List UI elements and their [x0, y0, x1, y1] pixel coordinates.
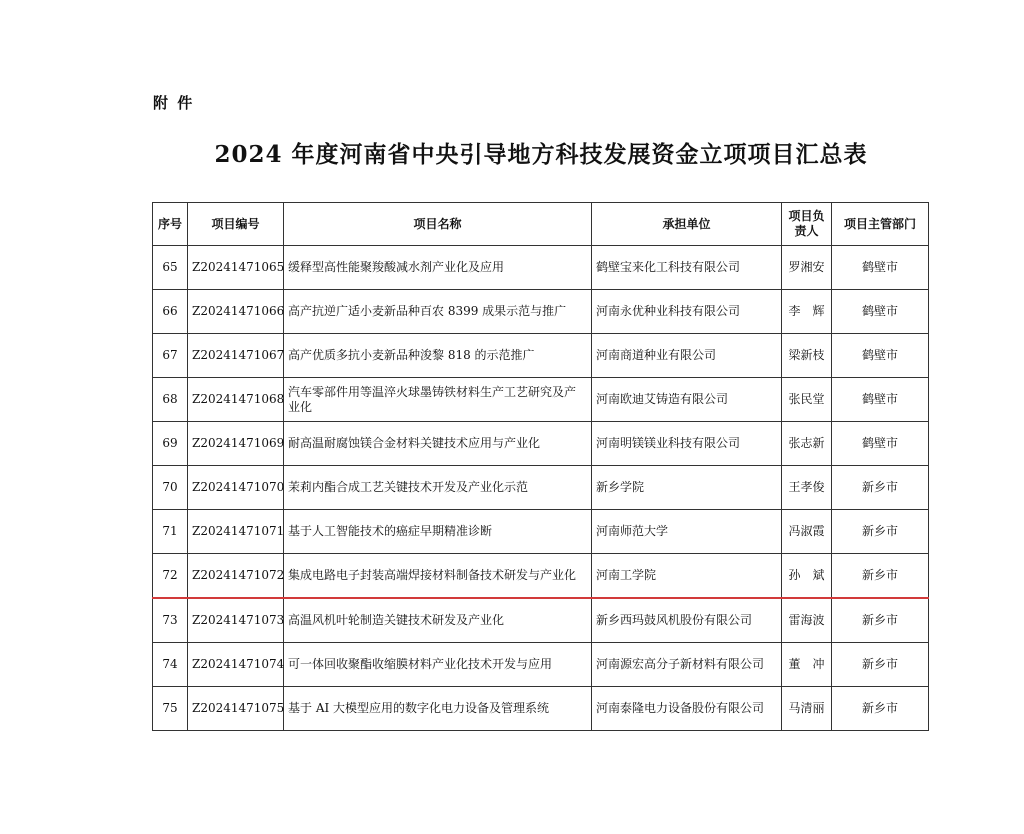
cell-seq: 71: [153, 510, 188, 554]
table-row: [153, 466, 929, 510]
cell-dept: 新乡市: [832, 510, 929, 554]
cell-unit: 河南工学院: [592, 554, 782, 599]
cell-seq: 66: [153, 290, 188, 334]
column-header-unit: 承担单位: [592, 203, 782, 246]
cell-code: Z20241471068: [188, 378, 284, 422]
cell-name: 基于 AI 大模型应用的数字化电力设备及管理系统: [284, 687, 592, 731]
attachment-label: 附 件: [153, 94, 195, 112]
cell-unit: 河南明镁镁业科技有限公司: [592, 422, 782, 466]
cell-lead: 马清丽: [782, 687, 832, 731]
table-row: [153, 510, 929, 554]
cell-dept: 新乡市: [832, 554, 929, 599]
cell-dept: 鹤壁市: [832, 246, 929, 290]
cell-unit: 河南源宏高分子新材料有限公司: [592, 643, 782, 687]
cell-dept: 鹤壁市: [832, 378, 929, 422]
document-title: 2024 年度河南省中央引导地方科技发展资金立项项目汇总表: [214, 141, 868, 168]
cell-name: 集成电路电子封装高端焊接材料制备技术研发与产业化: [284, 554, 592, 599]
table-header-row: [153, 203, 929, 246]
cell-unit: 河南商道种业有限公司: [592, 334, 782, 378]
cell-unit: 新乡学院: [592, 466, 782, 510]
cell-name: 基于人工智能技术的癌症早期精准诊断: [284, 510, 592, 554]
cell-seq: 75: [153, 687, 188, 731]
cell-name: 缓释型高性能聚羧酸减水剂产业化及应用: [284, 246, 592, 290]
table-row: [153, 687, 929, 731]
cell-code: Z20241471066: [188, 290, 284, 334]
cell-seq: 74: [153, 643, 188, 687]
cell-unit: 鹤壁宝来化工科技有限公司: [592, 246, 782, 290]
table-row: [153, 422, 929, 466]
cell-dept: 新乡市: [832, 598, 929, 643]
cell-dept: 新乡市: [832, 643, 929, 687]
cell-lead: 李 辉: [782, 290, 832, 334]
cell-code: Z20241471067: [188, 334, 284, 378]
cell-code: Z20241471073: [188, 598, 284, 643]
cell-lead: 罗湘安: [782, 246, 832, 290]
cell-seq: 65: [153, 246, 188, 290]
cell-name: 高产优质多抗小麦新品种浚黎 818 的示范推广: [284, 334, 592, 378]
column-header-name: 项目名称: [284, 203, 592, 246]
cell-name: 汽车零部件用等温淬火球墨铸铁材料生产工艺研究及产业化: [284, 378, 592, 422]
cell-seq: 73: [153, 598, 188, 643]
project-summary-table: [152, 202, 929, 731]
cell-code: Z20241471072: [188, 554, 284, 599]
cell-seq: 69: [153, 422, 188, 466]
cell-code: Z20241471070: [188, 466, 284, 510]
table-row: [153, 554, 929, 599]
cell-lead: 董 冲: [782, 643, 832, 687]
cell-name: 高温风机叶轮制造关键技术研发及产业化: [284, 598, 592, 643]
table-row: [153, 643, 929, 687]
cell-unit: 河南泰隆电力设备股份有限公司: [592, 687, 782, 731]
cell-code: Z20241471071: [188, 510, 284, 554]
cell-dept: 新乡市: [832, 687, 929, 731]
cell-dept: 新乡市: [832, 466, 929, 510]
cell-name: 可一体回收聚酯收缩膜材料产业化技术开发与应用: [284, 643, 592, 687]
cell-lead: 梁新枝: [782, 334, 832, 378]
cell-lead: 孙 斌: [782, 554, 832, 599]
cell-seq: 72: [153, 554, 188, 599]
column-header-lead: 项目负责人: [782, 203, 832, 246]
table-row: [153, 598, 929, 643]
column-header-dept: 项目主管部门: [832, 203, 929, 246]
cell-dept: 鹤壁市: [832, 422, 929, 466]
cell-dept: 鹤壁市: [832, 290, 929, 334]
column-header-code: 项目编号: [188, 203, 284, 246]
cell-name: 高产抗逆广适小麦新品种百农 8399 成果示范与推广: [284, 290, 592, 334]
cell-lead: 冯淑霞: [782, 510, 832, 554]
cell-unit: 新乡西玛鼓风机股份有限公司: [592, 598, 782, 643]
cell-lead: 张志新: [782, 422, 832, 466]
cell-unit: 河南永优种业科技有限公司: [592, 290, 782, 334]
cell-unit: 河南欧迪艾铸造有限公司: [592, 378, 782, 422]
table-row: [153, 246, 929, 290]
cell-code: Z20241471074: [188, 643, 284, 687]
cell-seq: 67: [153, 334, 188, 378]
cell-code: Z20241471069: [188, 422, 284, 466]
cell-lead: 王孝俊: [782, 466, 832, 510]
cell-lead: 张民堂: [782, 378, 832, 422]
cell-seq: 68: [153, 378, 188, 422]
table-row: [153, 334, 929, 378]
cell-code: Z20241471075: [188, 687, 284, 731]
cell-lead: 雷海波: [782, 598, 832, 643]
cell-name: 茉莉内酯合成工艺关键技术开发及产业化示范: [284, 466, 592, 510]
cell-name: 耐高温耐腐蚀镁合金材料关键技术应用与产业化: [284, 422, 592, 466]
table-row: [153, 378, 929, 422]
column-header-seq: 序号: [153, 203, 188, 246]
cell-dept: 鹤壁市: [832, 334, 929, 378]
table-row: [153, 290, 929, 334]
cell-seq: 70: [153, 466, 188, 510]
cell-unit: 河南师范大学: [592, 510, 782, 554]
cell-code: Z20241471065: [188, 246, 284, 290]
